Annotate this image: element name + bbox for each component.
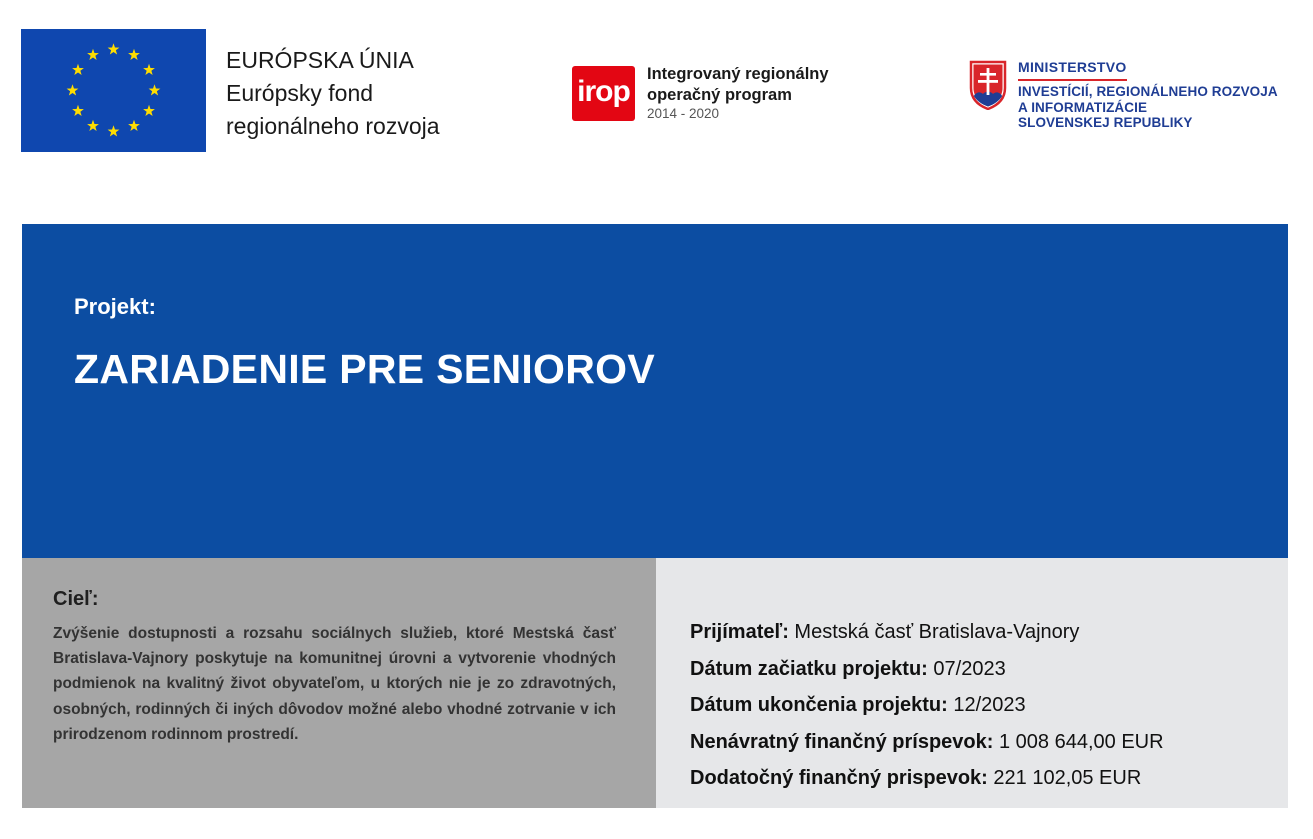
eu-star-icon <box>87 49 99 60</box>
ministry-line-2: INVESTÍCIÍ, REGIONÁLNEHO ROZVOJA <box>1018 84 1278 99</box>
info-value: 1 008 644,00 EUR <box>999 730 1164 753</box>
project-panel <box>22 224 1288 558</box>
eu-star-icon <box>108 125 120 136</box>
eu-stars-icon <box>21 29 206 152</box>
eu-line-1: EURÓPSKA ÚNIA <box>226 47 414 73</box>
info-label: Nenávratný finančný príspevok: <box>690 730 994 753</box>
eu-star-icon <box>72 105 84 116</box>
info-list <box>690 614 1164 797</box>
eu-star-icon <box>143 105 155 116</box>
goal-heading: Cieľ: <box>53 588 99 610</box>
info-label: Dátum začiatku projektu: <box>690 657 928 680</box>
info-row-recipient <box>690 614 1164 651</box>
irop-logo <box>572 66 635 121</box>
ministry-line-3: A INFORMATIZÁCIE <box>1018 99 1148 115</box>
irop-line-1: Integrovaný regionálny <box>647 65 829 83</box>
info-row-end-date <box>690 687 1164 724</box>
project-title: ZARIADENIE PRE SENIOROV <box>74 346 655 392</box>
info-label: Dátum ukončenia projektu: <box>690 694 948 716</box>
eu-flag-logo <box>21 29 206 152</box>
info-value: 221 102,05 EUR <box>993 767 1142 789</box>
eu-star-icon <box>67 84 79 95</box>
info-panel <box>656 558 1288 808</box>
eu-fund-text <box>226 44 440 143</box>
slovak-crest-icon <box>969 60 1007 110</box>
ministry-line-4: SLOVENSKEJ REPUBLIKY <box>1018 115 1193 130</box>
eu-star-icon <box>128 120 140 131</box>
goal-text: Zvýšenie dostupnosti a rozsahu sociálnych služieb, ktoré Mestská časť Bratislava-Vajnory poskytuje na komunitnej úrovni a vytvorenie vhodných podmienok na kvalitný život obyvateľom, u ktorých nie je zo zdravotných, osobných, rodinných či iných dôvodov možné alebo vhodné zotrvanie v ich prirodzenom rodinnom prostredí. <box>53 625 616 743</box>
irop-years: 2014 - 2020 <box>647 106 720 121</box>
eu-star-icon <box>108 43 120 54</box>
eu-line-3: regionálneho rozvoja <box>226 113 440 139</box>
eu-star-icon <box>72 64 84 75</box>
info-label: Prijímateľ: <box>690 621 789 643</box>
ministry-text <box>1018 58 1278 131</box>
ministry-line-1: MINISTERSTVO <box>1018 58 1127 81</box>
info-value: 07/2023 <box>933 657 1006 680</box>
eu-line-2: Európsky fond <box>226 80 374 106</box>
irop-line-2: operačný program <box>647 86 792 104</box>
info-row-additional-grant <box>690 760 1164 797</box>
eu-star-icon <box>87 120 99 131</box>
eu-star-icon <box>143 64 155 75</box>
goal-panel <box>22 558 656 808</box>
eu-star-icon <box>128 49 140 60</box>
info-value: 12/2023 <box>953 694 1026 716</box>
project-label: Projekt: <box>74 294 156 319</box>
irop-program-text <box>647 64 829 122</box>
info-row-start-date <box>690 651 1164 688</box>
eu-star-icon <box>149 84 161 95</box>
info-row-grant <box>690 724 1164 761</box>
irop-logo-text: irop <box>577 74 630 108</box>
info-value: Mestská časť Bratislava-Vajnory <box>794 621 1080 643</box>
info-label: Dodatočný finančný prispevok: <box>690 767 988 789</box>
